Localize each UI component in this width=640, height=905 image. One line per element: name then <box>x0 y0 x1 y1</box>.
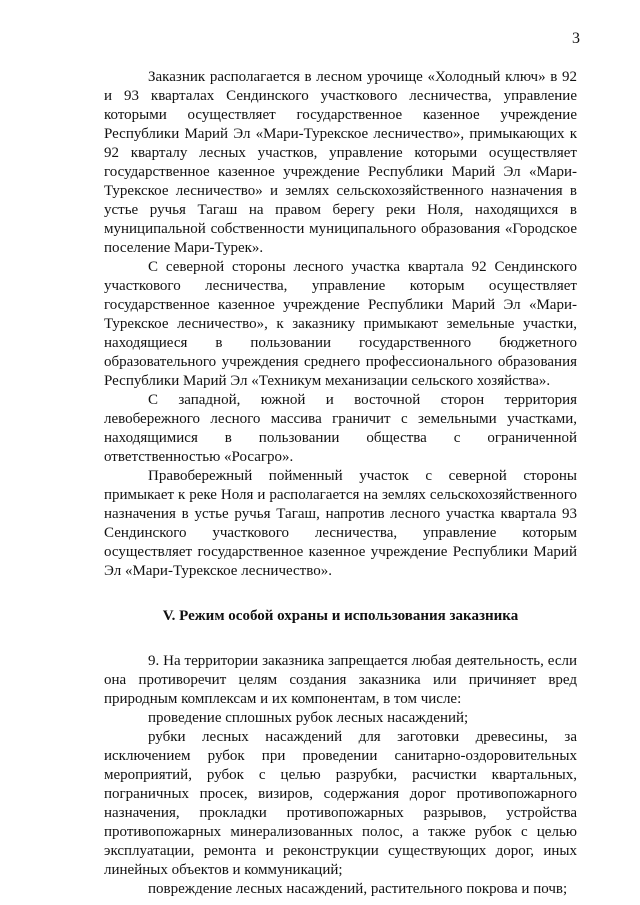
section-heading: V. Режим особой охраны и использования заказника <box>162 608 519 624</box>
paragraph-west-south-east-boundary: С западной, южной и восточной сторон территория левобережного лесного массива граничит с земельными участками, находящимися в пользовании общества с ограниченной ответственностью «Росагро». <box>104 392 577 465</box>
paragraph-location: Заказник располагается в лесном урочище «Холодный ключ» в 92 и 93 кварталах Сендинского участкового лесничества, управление которыми осуществляет государственное казенное учреждение Республики Марий Эл «Мари-Турекское лесничество», примыкающих к 92 кварталу лесных участков, управление которыми осуществляет государственное казенное учреждение Республики Марий Эл «Мари-Турекское лесничество» и землях сельскохозяйственного назначения в устье ручья Тагаш на правом берегу реки Ноля, находящихся в муниципальной собственности муниципального образования «Городское поселение Мари-Турек». <box>104 69 577 256</box>
list-item-clear-cutting: проведение сплошных рубок лесных насаждений; <box>148 710 469 726</box>
list-item-logging: рубки лесных насаждений для заготовки древесины, за исключением рубок при проведении санитарно-оздоровительных мероприятий, рубок с целью разрубки, расчистки квартальных, пограничных просек, визиров, содержания дорог противопожарного назначения, прокладки противопожарных разрывов, устройства противопожарных минерализованных полос, а также рубок с целью эксплуатации, ремонта и реконструкции существующих дорог, иных линейных объектов и коммуникаций; <box>104 729 577 878</box>
paragraph-north-boundary: С северной стороны лесного участка квартала 92 Сендинского участкового лесничества, управление которым осуществляет государственное казенное учреждение Республики Марий Эл «Мари-Турекское лесничество», к заказнику примыкают земельные участки, находящиеся в пользовании государственного бюджетного образовательного учреждения среднего профессионального образования Республики Марий Эл «Техникум механизации сельского хозяйства». <box>104 259 577 389</box>
page-number: 3 <box>572 30 580 47</box>
list-item-damage: повреждение лесных насаждений, растительного покрова и почв; <box>148 881 568 897</box>
paragraph-item-9: 9. На территории заказника запрещается любая деятельность, если она противоречит целям создания заказника или причиняет вред природным комплексам и их компонентам, в том числе: <box>104 653 577 707</box>
paragraph-right-bank-plot: Правобережный пойменный участок с северной стороны примыкает к реке Ноля и располагается на землях сельскохозяйственного назначения в устье ручья Тагаш, напротив лесного участка квартала 93 Сендинского участкового лесничества, управление которым осуществляет государственное казенное учреждение Республики Марий Эл «Мари-Турекское лесничество». <box>104 468 577 579</box>
document-body <box>104 68 577 899</box>
